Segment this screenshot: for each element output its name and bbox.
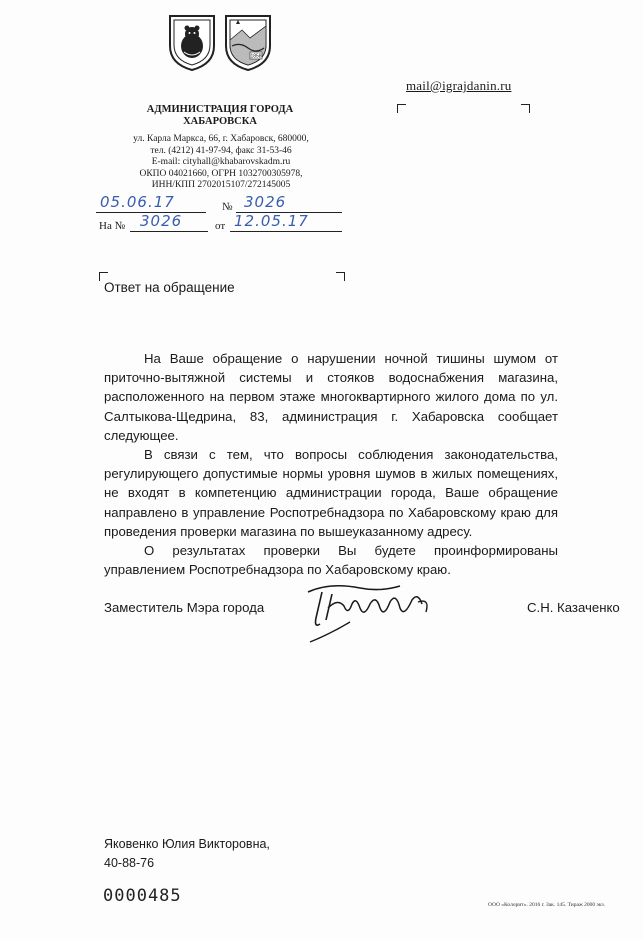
incoming-date: 12.05.17 [234, 212, 309, 230]
email-line: E-mail: cityhall@khabarovskadm.ru [151, 157, 291, 167]
letter-body [104, 349, 558, 579]
address-line: ул. Карла Маркса, 66, г. Хабаровск, 680000, [133, 134, 309, 144]
outgoing-number: 3026 [244, 193, 287, 211]
address-corner-mark [521, 104, 530, 113]
phone-line: тел. (4212) 41-97-94, факс 31-53-46 [150, 145, 292, 156]
number-label: № [222, 201, 233, 213]
body-paragraph: В связи с тем, что вопросы соблюдения законодательства, регулирующего допустимые нормы уровня шумов в жилых помещениях, не входят в компетенцию администрации города, Ваше обращение направлено в управление Роспотребнадзора по Хабаровскому краю для проведения проверки магазина по вышеуказанному адресу. [104, 447, 558, 539]
printer-note: ООО «Колорит». 2016 г. Зак. 145. Тираж 2000 экз. [488, 902, 605, 908]
sender-email-link[interactable]: mail@igrajdanin.ru [406, 78, 512, 93]
signatory-title: Заместитель Мэра города [104, 600, 265, 615]
from-label: от [215, 220, 226, 232]
outgoing-date: 05.06.17 [100, 193, 175, 211]
signatory-name: С.Н. Казаченко [527, 600, 620, 615]
body-paragraph: На Ваше обращение о нарушении ночной тишины шумом от приточно-вытяжной системы и стояков водоснабжения магазина, расположенного на первом этаже многоквартирного жилого дома по ул. Салтыкова-Щедрина, 83, администрация г. Хабаровска сообщает следующее. [104, 351, 558, 443]
address-corner-mark [397, 104, 406, 113]
form-serial-number: 0000485 [103, 886, 182, 906]
letter-subject: Ответ на обращение [104, 280, 235, 295]
incoming-number-label: На № [99, 220, 126, 232]
khabarovsk-city-emblem-icon [222, 12, 274, 72]
incoming-number: 3026 [140, 212, 183, 230]
org-name-line2: ХАБАРОВСКА [183, 116, 257, 127]
body-paragraph: О результатах проверки Вы будете проинформированы управлением Роспотребнадзора по Хабаровскому краю. [104, 543, 558, 578]
handwritten-signature [290, 578, 440, 648]
inn-line: ИНН/КПП 2702015107/272145005 [151, 180, 291, 190]
okpo-line: ОКПО 04021660, ОГРН 1032700305978, [139, 168, 303, 179]
emblem-year: 1858 [250, 53, 262, 60]
khabarovsk-krai-emblem-icon [166, 12, 218, 72]
executor-name: Яковенко Юлия Викторовна, [104, 837, 270, 851]
executor-phone: 40-88-76 [104, 856, 155, 870]
org-name-line1: АДМИНИСТРАЦИЯ ГОРОДА [146, 104, 294, 115]
subject-corner-mark [336, 272, 345, 281]
